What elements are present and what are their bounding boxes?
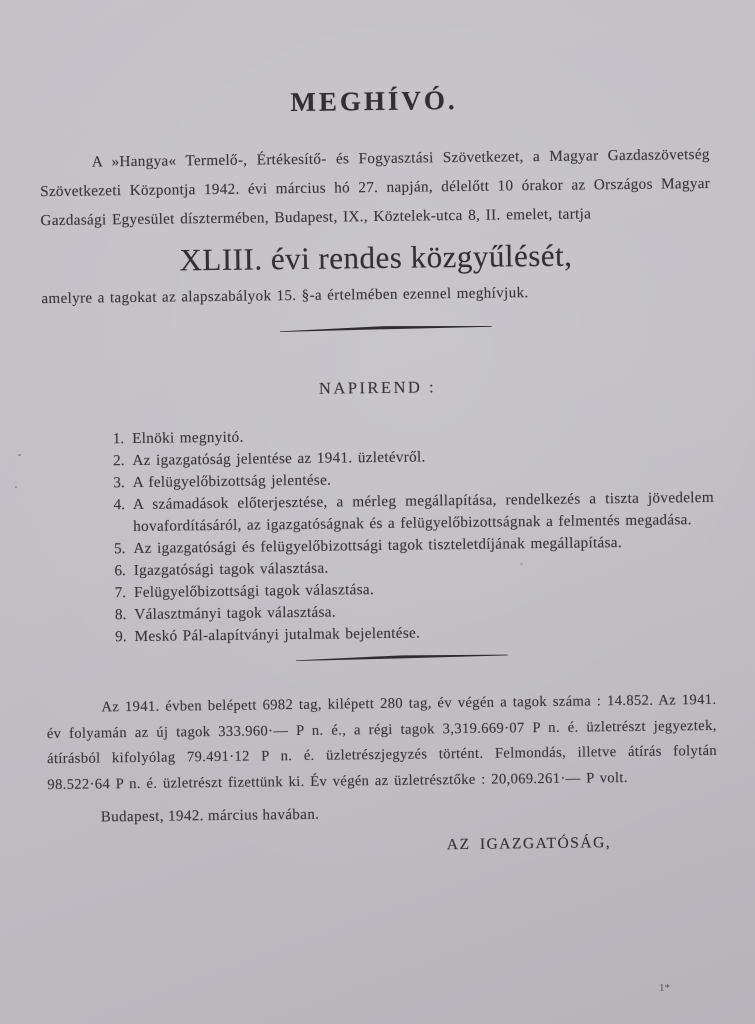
agenda-item-text: Meskó Pál-alapítványi jutalmak bejelentése. <box>134 624 421 645</box>
meeting-headline: XLIII. évi rendes közgyűlését, <box>179 237 573 278</box>
tapered-divider-rule-bottom <box>296 652 508 662</box>
agenda-heading: NAPIREND : <box>318 377 437 398</box>
agenda-item-text: Választmányi tagok választása. <box>134 603 336 623</box>
agenda-item-text: Az igazgatóság jelentése az 1941. üzletévről. <box>132 448 426 470</box>
dust-speck <box>18 454 21 456</box>
agenda-item-number: 8. <box>114 606 127 624</box>
agenda-item-text: A számadások előterjesztése, a mérleg megállapítása, rendelkezés a tiszta jövedelem hovafordításáról, az igazgatóságnak és a felügyelőbizottságnak a felmentés megadása. <box>132 488 715 535</box>
agenda-item-number: 1. <box>112 430 125 448</box>
tapered-divider-rule-top <box>280 324 492 334</box>
agenda-item-number: 2. <box>112 452 125 470</box>
agenda-item-text: Igazgatósági tagok választása. <box>133 559 329 579</box>
membership-report-paragraph: Az 1941. évben belépett 6982 tag, kilépett 280 tag, év végén a tagok száma : 14.852. Az 1941. év folyamán az új tagok 333.960·— P n. é., a régi tagok 3,319.669·07 P n. é. üzletrészt jegyeztek, átírásból kifolyólag 79.491·12 P n. é. üzletrészjegyzés történt. Felmondás, illetve átírás folytán 98.522·64 P n. é. üzletrészt fizettünk ki. Év végén az üzletrésztőke : 20,069.261·— P volt. <box>46 691 718 793</box>
agenda-item-text: Elnöki megnyitó. <box>132 428 244 448</box>
agenda-item-number: 5. <box>114 540 126 558</box>
agenda-item-number: 9. <box>115 628 127 646</box>
agenda-item-4 <box>101 487 714 538</box>
agenda-item-number: 7. <box>114 584 127 602</box>
intro-paragraph: A »Hangya« Termelő-, Értékesítő- és Fogyasztási Szövetkezet, a Magyar Gazdaszövetség Szövetkezeti Központja 1942. évi március hó 27. napján, délelőtt 10 órakor az Országos Magyar Gazdasági Egyesület dísztermében, Budapest, IX., Köztelek-utca 8, II. emelet, tartja <box>40 145 711 230</box>
agenda-item-text: Felügyelőbizottsági tagok választása. <box>133 581 375 601</box>
agenda-item-number: 6. <box>114 562 126 580</box>
document-title: MEGHÍVÓ. <box>290 85 458 118</box>
dust-speck <box>520 563 523 565</box>
dateline: Budapest, 1942. március havában. <box>100 806 320 826</box>
agenda-list <box>100 421 716 648</box>
dust-speck <box>15 486 17 488</box>
agenda-item-text: Az igazgatósági és felügyelőbizottsági tagok tiszteletdíjának megállapítása. <box>133 534 622 557</box>
agenda-item-number: 3. <box>113 474 125 492</box>
agenda-item-number: 4. <box>113 496 126 514</box>
page-signature-mark: 1* <box>659 982 670 994</box>
agenda-item-text: A felügyelőbizottság jelentése. <box>132 471 332 492</box>
invitation-line: amelyre a tagokat az alapszabályok 15. §-a értelmében ezennel meghívjuk. <box>41 285 529 308</box>
signature-line: AZ IGAZGATÓSÁG, <box>446 834 612 854</box>
